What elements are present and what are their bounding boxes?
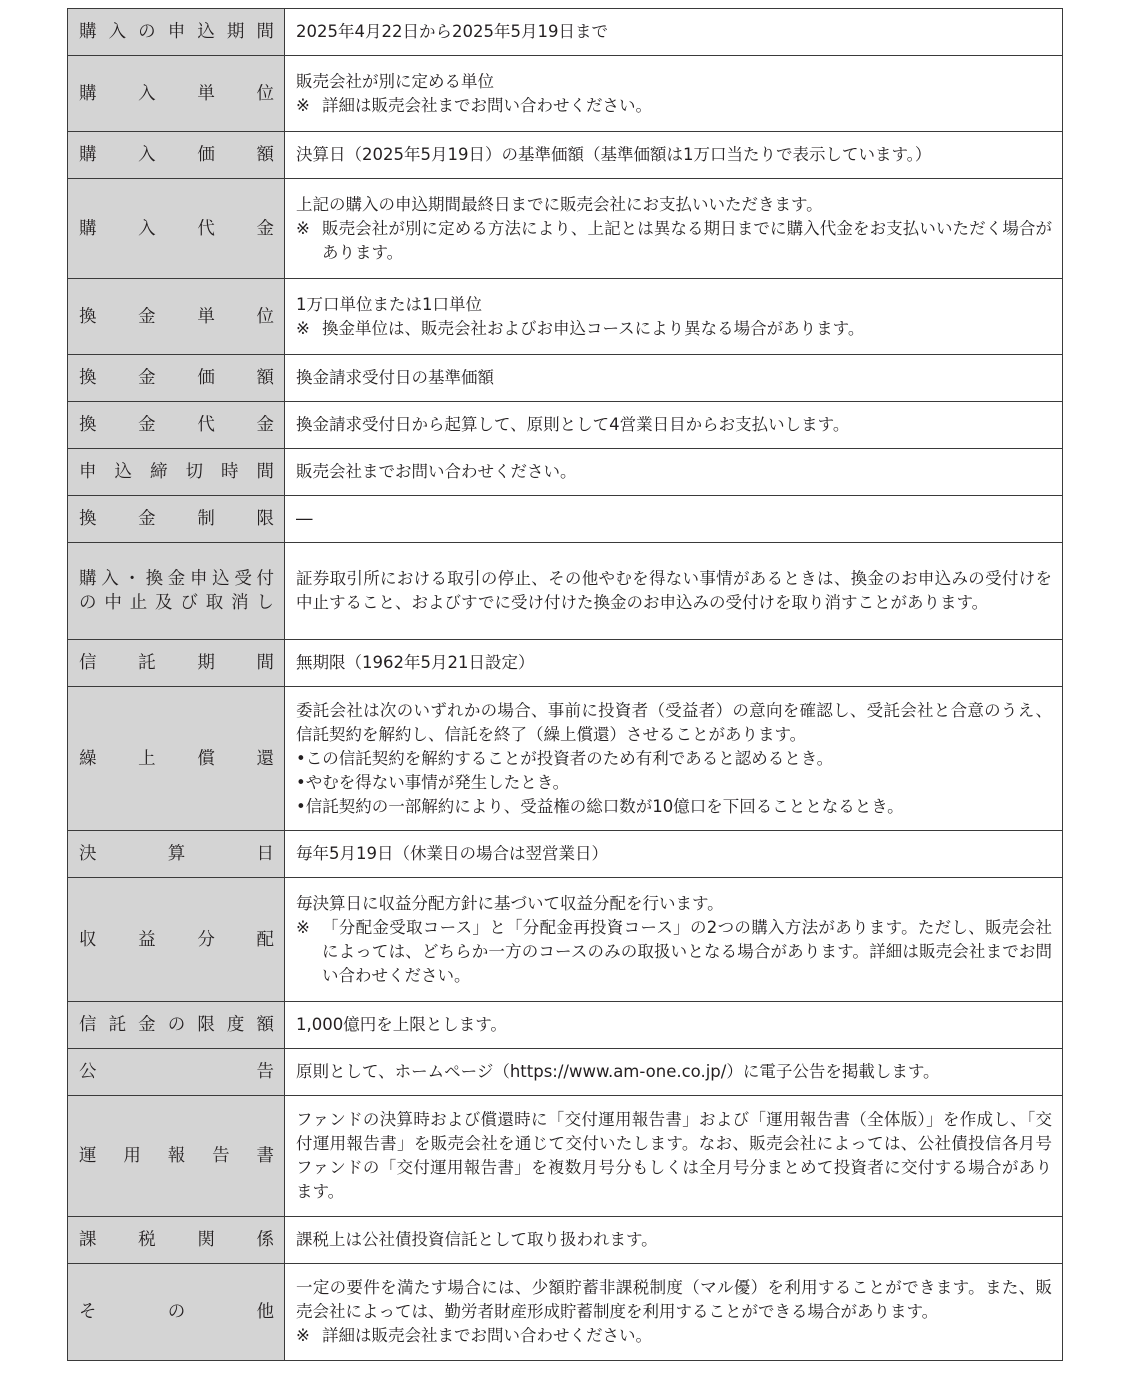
label-char: そ: [79, 1302, 97, 1322]
label-char: 単: [197, 306, 215, 327]
row-label: [68, 831, 285, 878]
row-value: [285, 640, 1063, 687]
label-char: 受: [234, 569, 252, 589]
fund-terms-table: [67, 8, 1063, 1361]
row-value: [285, 1002, 1063, 1049]
value-text: •やむを得ない事情が発生したとき。: [296, 772, 570, 792]
label-char: 期: [197, 653, 215, 673]
label-char: 告: [212, 1146, 230, 1166]
table-row: [68, 1049, 1063, 1096]
row-label-line: [79, 591, 274, 615]
value-text: 決算日（2025年5月19日）の基準価額（基準価額は1万口当たりで表示しています。）: [296, 145, 932, 164]
label-char: 換: [79, 509, 97, 529]
note-text: 詳細は販売会社までお問い合わせください。: [322, 1326, 652, 1345]
label-char: 信: [79, 1015, 97, 1035]
value-text: 1万口単位または1口単位: [296, 294, 482, 314]
label-char: 金: [256, 218, 274, 239]
note-line: [296, 317, 1052, 341]
table-row: [68, 687, 1063, 831]
label-char: 制: [197, 509, 215, 529]
label-char: 換: [79, 306, 97, 327]
label-char: 入: [138, 83, 156, 104]
row-value: [285, 132, 1063, 179]
label-char: 時: [221, 462, 239, 482]
label-char: 価: [197, 145, 215, 165]
label-char: 間: [256, 462, 274, 482]
value-text: •信託契約の一部解約により、受益権の総口数が10億口を下回ることとなるとき。: [296, 796, 904, 816]
row-value: [285, 1049, 1063, 1096]
label-char: 購: [79, 22, 97, 42]
value-text: ファンドの決算時および償還時に「交付運用報告書」および「運用報告書（全体版）」を作成し、「交付運用報告書」を販売会社を通じて交付いたします。なお、販売会社によっては、公社債投信各月号ファンドの「交付運用報告書」を複数月号分もしくは全月号分まとめて投資者に交付する場合があります。: [296, 1110, 1052, 1201]
label-char: 購: [79, 569, 97, 589]
row-label: [68, 279, 285, 355]
row-label: [68, 1049, 285, 1096]
label-char: 申: [79, 462, 97, 482]
label-char: 単: [197, 83, 215, 104]
label-char: 関: [197, 1230, 215, 1250]
label-char: 間: [256, 22, 274, 42]
value-text: 課税上は公社債投資信託として取り扱われます。: [296, 1230, 658, 1249]
note-text: 「分配金受取コース」と「分配金再投資コース」の2つの購入方法があります。ただし、販売会社によっては、どちらか一方のコースのみの取扱いとなる場合があります。詳細は販売会社までお問い合わせください。: [322, 917, 1052, 985]
label-char: 換: [145, 569, 164, 589]
note-mark: ※: [296, 917, 310, 937]
row-label: [68, 449, 285, 496]
table-row: [68, 878, 1063, 1002]
row-value: [285, 355, 1063, 402]
value-text: 証券取引所における取引の停止、その他やむを得ない事情があるときは、換金のお申込みの受付けを中止すること、およびすでに受け付けた換金のお申込みの受付けを取り消すことがあります。: [296, 569, 1053, 612]
table-row: [68, 56, 1063, 132]
row-label: [68, 132, 285, 179]
label-char: 収: [79, 929, 97, 950]
label-char: 金: [167, 569, 186, 589]
table-row: [68, 496, 1063, 543]
label-char: 報: [167, 1146, 186, 1166]
label-char: 配: [256, 929, 274, 950]
label-char: 益: [138, 929, 156, 950]
row-value: [285, 1096, 1063, 1217]
table-row: [68, 1264, 1063, 1361]
table-row: [68, 402, 1063, 449]
label-char: 購: [79, 83, 97, 104]
label-char: 還: [256, 748, 274, 769]
label-char: 課: [79, 1230, 97, 1250]
row-label-line: [79, 1300, 274, 1324]
label-char: 換: [79, 368, 97, 388]
label-char: 限: [197, 1015, 215, 1035]
row-value: [285, 402, 1063, 449]
row-value: [285, 543, 1063, 640]
row-value: [285, 179, 1063, 279]
label-char: 間: [256, 653, 274, 673]
value-text: •この信託契約を解約することが投資者のため有利であると認めるとき。: [296, 748, 834, 768]
value-text: 2025年4月22日から2025年5月19日まで: [296, 22, 608, 41]
label-char: 分: [197, 929, 215, 950]
note-line: [296, 916, 1052, 988]
label-char: び: [180, 593, 198, 613]
value-text: 販売会社が別に定める単位: [296, 71, 494, 91]
row-label-line: [79, 217, 274, 241]
note-mark: ※: [296, 318, 310, 338]
label-char: 税: [138, 1230, 156, 1250]
row-label-line: [79, 747, 274, 771]
label-char: 位: [256, 306, 274, 327]
label-char: 切: [185, 462, 203, 482]
value-text: 委託会社は次のいずれかの場合、事前に投資者（受益者）の意向を確認し、受託会社と合意のうえ、信託契約を解約し、信託を終了（繰上償還）させることがあります。: [296, 700, 1052, 744]
row-label: [68, 1096, 285, 1217]
row-label-line: [79, 651, 274, 675]
row-value: [285, 687, 1063, 831]
row-label: [68, 1217, 285, 1264]
note-text: 換金単位は、販売会社およびお申込コースにより異なる場合があります。: [322, 318, 865, 338]
row-label-line: [79, 413, 274, 437]
label-char: 代: [197, 218, 215, 239]
row-label: [68, 496, 285, 543]
table-row: [68, 1002, 1063, 1049]
label-char: 決: [79, 844, 97, 864]
label-char: の: [79, 593, 97, 613]
table-row: [68, 179, 1063, 279]
label-char: 付: [256, 569, 274, 589]
row-label: [68, 640, 285, 687]
table-row: [68, 279, 1063, 355]
label-char: 上: [138, 748, 156, 769]
label-char: 他: [256, 1302, 274, 1322]
note-line: [296, 1324, 1052, 1348]
table-row: [68, 640, 1063, 687]
label-char: 申: [167, 22, 186, 42]
note-line: [296, 217, 1052, 265]
value-text: 毎年5月19日（休業日の場合は翌営業日）: [296, 844, 608, 863]
label-char: 締: [150, 462, 168, 482]
row-label-line: [79, 82, 274, 106]
label-char: 位: [256, 83, 274, 104]
table-row: [68, 449, 1063, 496]
value-text: 毎決算日に収益分配方針に基づいて収益分配を行います。: [296, 893, 724, 913]
label-char: 額: [256, 145, 274, 165]
note-text: 販売会社が別に定める方法により、上記とは異なる期日までに購入代金をお支払いいただく場合があります。: [322, 218, 1052, 262]
table-row: [68, 132, 1063, 179]
label-char: 購: [79, 218, 97, 239]
label-char: 託: [108, 1015, 127, 1035]
label-char: 消: [231, 593, 249, 613]
label-char: 入: [138, 145, 156, 165]
label-char: 取: [205, 593, 224, 613]
row-label: [68, 179, 285, 279]
row-value: [285, 496, 1063, 543]
row-label: [68, 9, 285, 56]
label-char: 入: [108, 22, 127, 42]
row-label: [68, 56, 285, 132]
label-char: 運: [79, 1146, 97, 1166]
label-char: 額: [256, 1015, 274, 1035]
label-char: 込: [197, 22, 215, 42]
row-label-line: [79, 928, 274, 952]
row-label-line: [79, 1060, 274, 1084]
row-value: [285, 1264, 1063, 1361]
note-mark: ※: [296, 218, 310, 238]
label-char: ・: [123, 569, 141, 589]
row-label-line: [79, 1013, 274, 1037]
label-char: 書: [256, 1146, 274, 1166]
row-value: [285, 56, 1063, 132]
label-char: 係: [256, 1230, 274, 1250]
label-char: 代: [197, 415, 215, 435]
label-char: 金: [138, 415, 156, 435]
note-mark: ※: [296, 1326, 310, 1345]
row-value: [285, 9, 1063, 56]
label-char: 公: [79, 1062, 97, 1082]
label-char: 告: [256, 1062, 274, 1082]
label-char: 価: [197, 368, 215, 388]
label-char: 込: [114, 462, 132, 482]
label-char: 入: [101, 569, 119, 589]
row-label-line: [79, 1144, 274, 1168]
label-char: 申: [189, 569, 208, 589]
row-value: [285, 1217, 1063, 1264]
label-char: 度: [226, 1015, 245, 1035]
note-text: 詳細は販売会社までお問い合わせください。: [322, 95, 652, 115]
value-text: 上記の購入の申込期間最終日までに販売会社にお支払いいただきます。: [296, 194, 823, 214]
note-mark: ※: [296, 95, 310, 115]
label-char: 金: [138, 368, 156, 388]
label-char: 託: [138, 653, 156, 673]
value-text: 原則として、ホームページ（https://www.am-one.co.jp/）に電子公告を掲載します。: [296, 1062, 940, 1081]
label-char: 償: [197, 748, 215, 769]
label-char: 込: [212, 569, 230, 589]
label-char: 金: [138, 1015, 156, 1035]
row-value: [285, 279, 1063, 355]
row-label-line: [79, 1228, 274, 1252]
row-label: [68, 1264, 285, 1361]
row-label-line: [79, 567, 274, 591]
row-label: [68, 402, 285, 449]
label-char: 及: [155, 593, 173, 613]
label-char: 算: [167, 844, 186, 864]
value-text: ―: [296, 509, 313, 528]
label-char: の: [138, 22, 156, 42]
table-row: [68, 355, 1063, 402]
label-char: 金: [138, 306, 156, 327]
row-value: [285, 449, 1063, 496]
row-label-line: [79, 507, 274, 531]
row-label: [68, 543, 285, 640]
row-value: [285, 878, 1063, 1002]
label-char: 止: [129, 593, 148, 613]
value-text: 換金請求受付日から起算して、原則として4営業日目からお支払いします。: [296, 415, 850, 434]
label-char: 中: [104, 593, 122, 613]
label-char: 期: [226, 22, 245, 42]
table-row: [68, 1217, 1063, 1264]
table-row: [68, 831, 1063, 878]
table-row: [68, 9, 1063, 56]
label-char: 信: [79, 653, 97, 673]
value-text: 販売会社までお問い合わせください。: [296, 462, 577, 481]
row-label: [68, 687, 285, 831]
label-char: 購: [79, 145, 97, 165]
table-row: [68, 543, 1063, 640]
label-char: 限: [256, 509, 274, 529]
value-text: 換金請求受付日の基準価額: [296, 368, 494, 387]
label-char: 日: [256, 844, 274, 864]
row-label-line: [79, 20, 274, 44]
row-label: [68, 355, 285, 402]
label-char: 換: [79, 415, 97, 435]
row-label-line: [79, 460, 274, 484]
table-row: [68, 1096, 1063, 1217]
value-text: 無期限（1962年5月21日設定）: [296, 653, 535, 672]
row-label: [68, 1002, 285, 1049]
row-value: [285, 831, 1063, 878]
value-text: 1,000億円を上限とします。: [296, 1015, 507, 1034]
row-label-line: [79, 143, 274, 167]
label-char: 繰: [79, 748, 97, 769]
label-char: 金: [138, 509, 156, 529]
label-char: の: [167, 1302, 186, 1322]
label-char: 用: [123, 1146, 141, 1166]
label-char: 入: [138, 218, 156, 239]
row-label-line: [79, 842, 274, 866]
label-char: し: [256, 593, 274, 613]
row-label: [68, 878, 285, 1002]
row-label-line: [79, 366, 274, 390]
row-label-line: [79, 305, 274, 329]
label-char: 額: [256, 368, 274, 388]
value-text: 一定の要件を満たす場合には、少額貯蓄非課税制度（マル優）を利用することができます。また、販売会社によっては、勤労者財産形成貯蓄制度を利用することができる場合があります。: [296, 1278, 1052, 1321]
label-char: の: [167, 1015, 186, 1035]
note-line: [296, 94, 1052, 118]
label-char: 金: [256, 415, 274, 435]
